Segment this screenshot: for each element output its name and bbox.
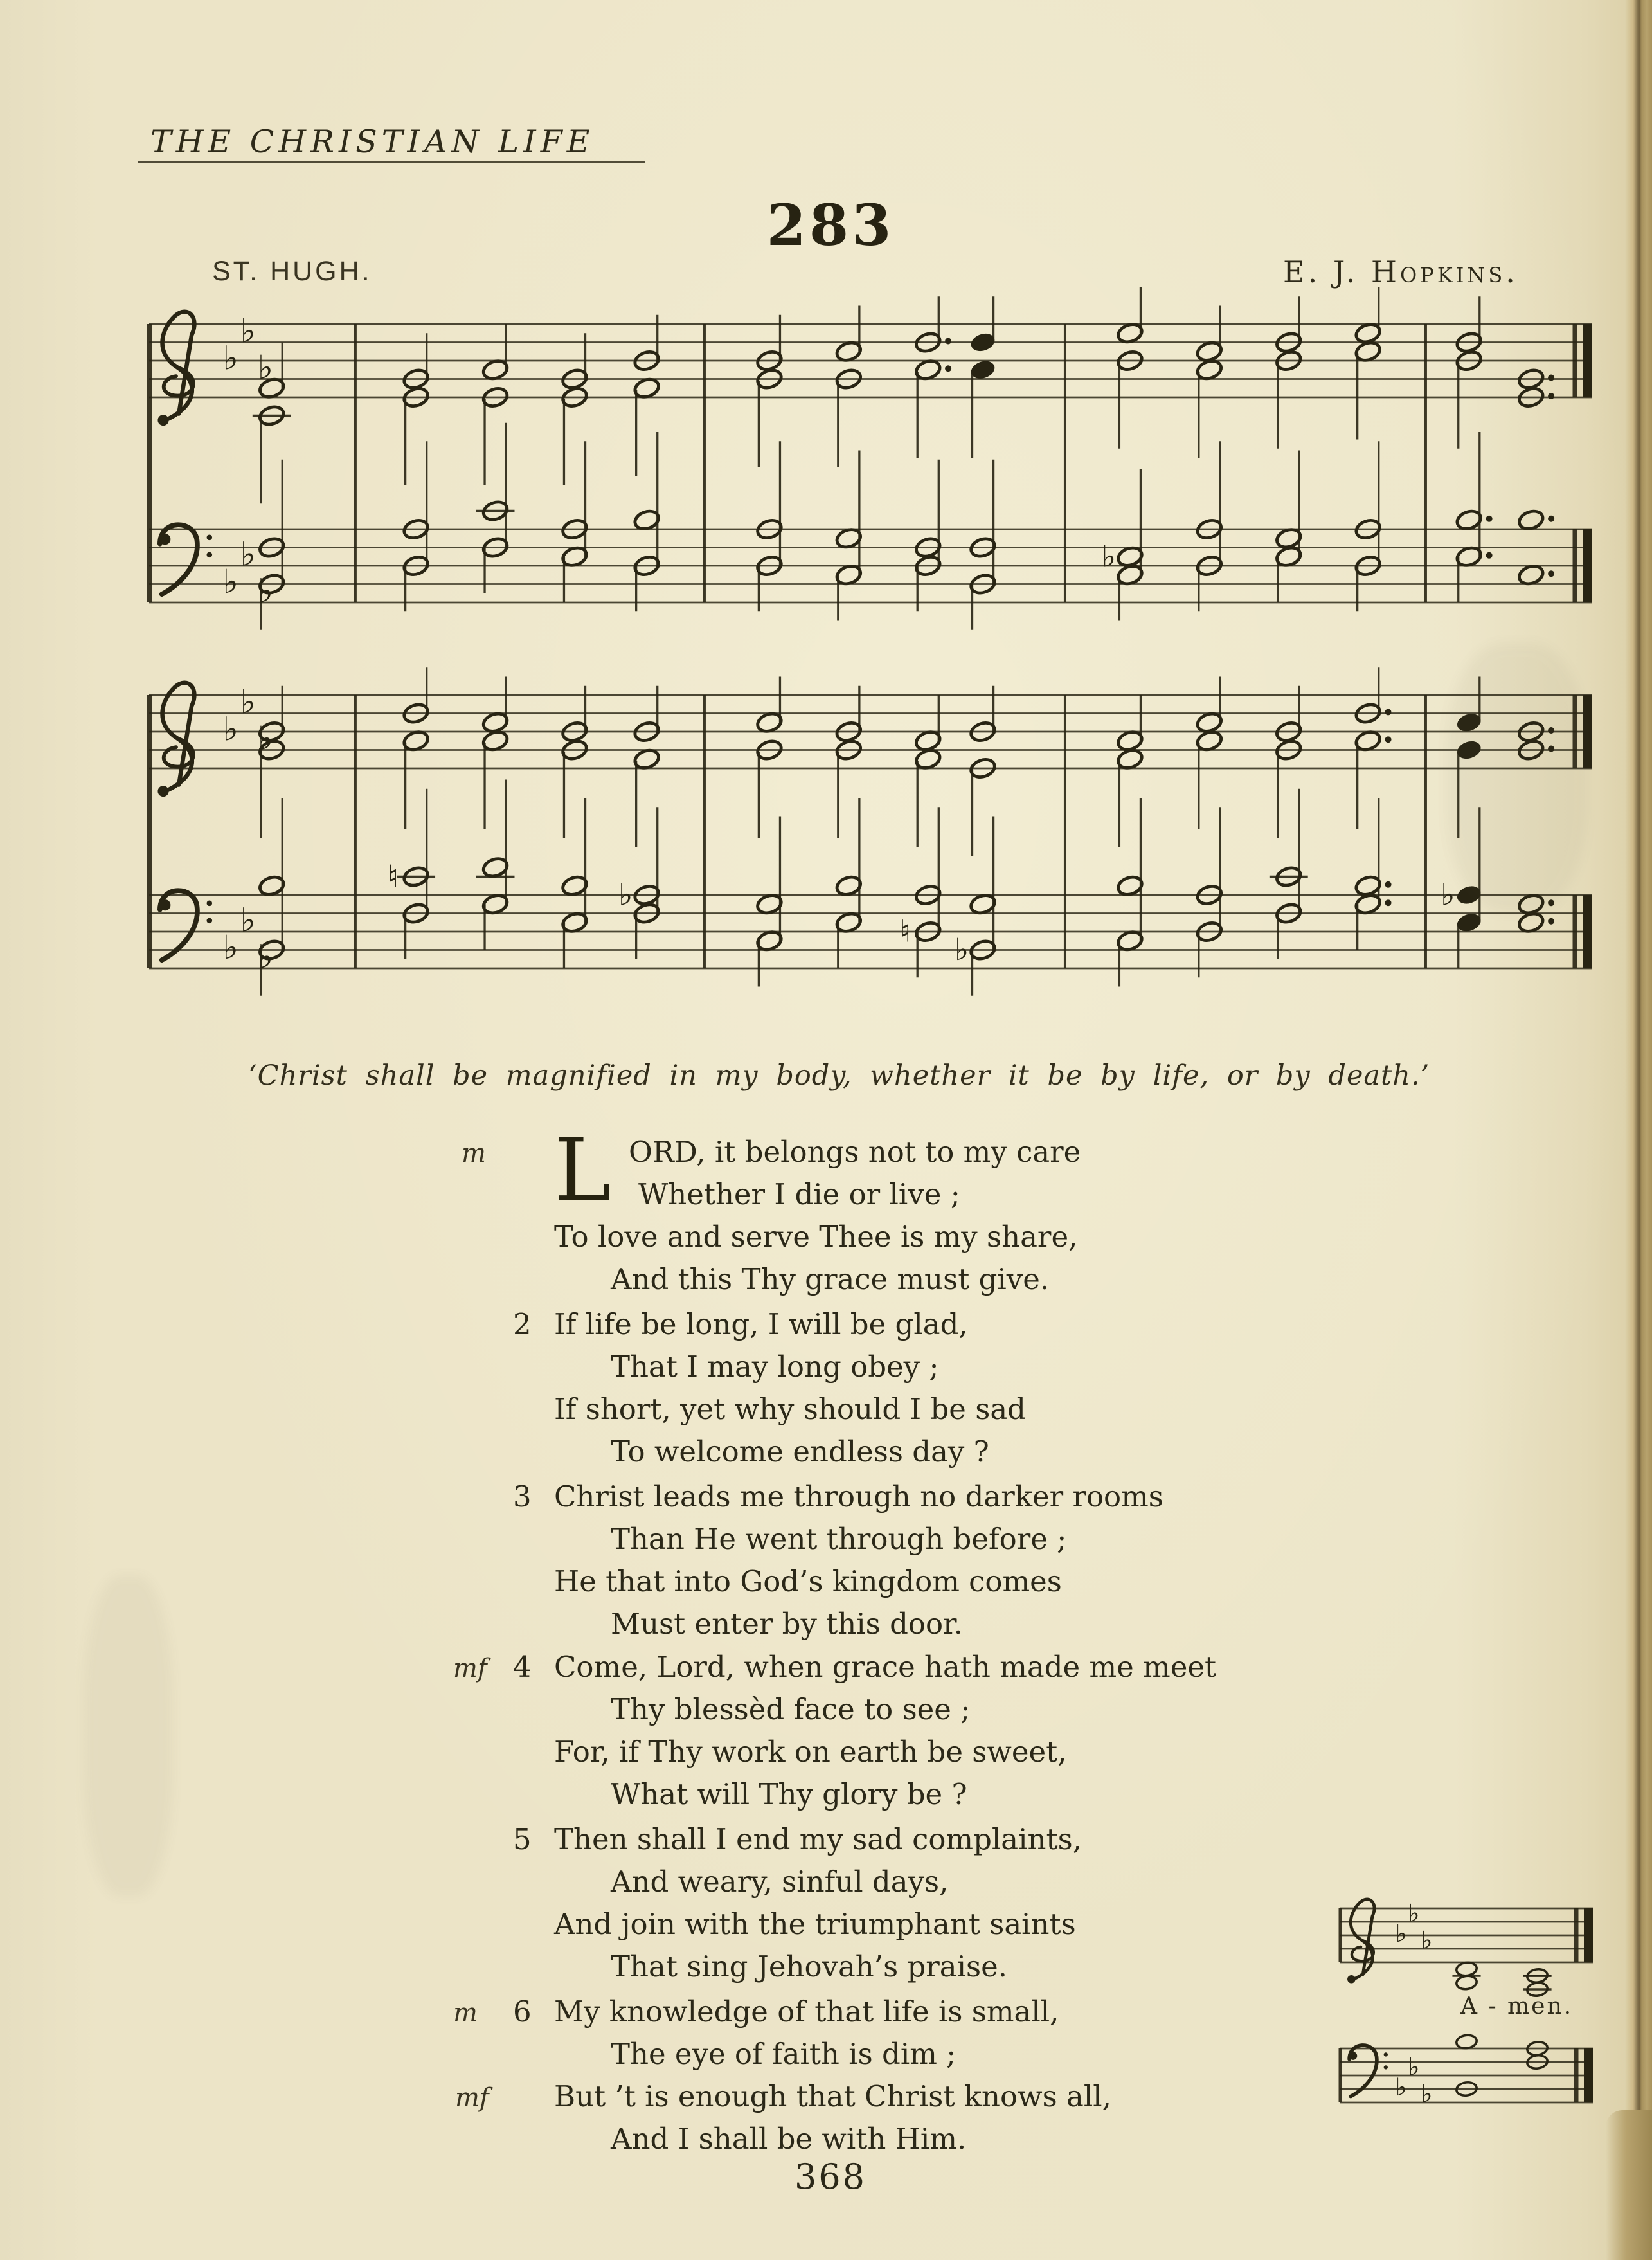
verse-number: 6 — [513, 1994, 532, 2029]
svg-text:♭: ♭ — [222, 928, 238, 968]
svg-text:♭: ♭ — [1408, 1899, 1420, 1928]
verse-line: And join with the triumphant saints — [554, 1907, 1076, 1941]
show-through-smudge — [1446, 643, 1588, 913]
svg-text:♭: ♭ — [954, 932, 969, 968]
dynamic-mark: m — [462, 1139, 486, 1168]
svg-text:♭: ♭ — [1395, 1919, 1407, 1948]
svg-text:♭: ♭ — [257, 348, 273, 387]
svg-text:♭: ♭ — [257, 719, 273, 758]
verse-line: For, if Thy work on earth be sweet, — [554, 1735, 1067, 1769]
show-through-smudge — [84, 1575, 174, 1897]
hymn-number: 283 — [766, 192, 895, 258]
svg-text:♮: ♮ — [387, 859, 399, 895]
svg-text:♭: ♭ — [222, 563, 238, 602]
verse-line: But ’t is enough that Christ knows all, — [554, 2079, 1111, 2113]
verse-line: Must enter by this door. — [611, 1607, 963, 1641]
verse-number: 5 — [513, 1822, 532, 1856]
verse-number: 2 — [513, 1307, 532, 1341]
dynamic-mark: m — [453, 1998, 478, 2028]
verse-line: If short, yet why should I be sad — [554, 1392, 1026, 1426]
svg-text:♭: ♭ — [240, 311, 256, 350]
svg-text:♭: ♭ — [240, 901, 256, 940]
svg-text:♭: ♭ — [1421, 1926, 1433, 1955]
verse-line: He that into God’s kingdom comes — [554, 1564, 1062, 1598]
svg-text:♭: ♭ — [1408, 2052, 1420, 2081]
composer-name: E. J. Hopkins. — [1283, 255, 1518, 289]
verse-line: That I may long obey ; — [611, 1350, 939, 1384]
verse-number: 3 — [513, 1479, 532, 1514]
svg-text:♭: ♭ — [1441, 877, 1455, 913]
verse-line: Whether I die or live ; — [638, 1177, 960, 1211]
verse-line: What will Thy glory be ? — [611, 1777, 967, 1811]
verse-line: The eye of faith is dim ; — [611, 2037, 956, 2071]
verse-line: My knowledge of that life is small, — [554, 1994, 1059, 2029]
page-corner-shadow — [1606, 2110, 1652, 2260]
verse-line: That sing Jehovah’s praise. — [611, 1949, 1008, 1984]
svg-text:♭: ♭ — [1421, 2079, 1433, 2108]
amen-label: A - men. — [1460, 1993, 1574, 2020]
verse-line: Thy blessèd face to see ; — [611, 1692, 971, 1726]
page-edge — [1625, 0, 1652, 2260]
verse-line: Come, Lord, when grace hath made me meet — [554, 1650, 1217, 1684]
verse-number: 4 — [513, 1650, 532, 1684]
verse-line: To love and serve Thee is my share, — [554, 1220, 1078, 1254]
verse-line: And I shall be with Him. — [611, 2122, 967, 2156]
verse-drop-cap: L — [554, 1120, 611, 1220]
verse-line: Then shall I end my sad complaints, — [554, 1822, 1082, 1856]
verse-line: And weary, sinful days, — [611, 1865, 949, 1899]
verse-line: If life be long, I will be glad, — [554, 1307, 968, 1341]
verse-line: Than He went through before ; — [611, 1522, 1067, 1556]
svg-text:♭: ♭ — [618, 877, 633, 913]
dynamic-mark: mf — [455, 2083, 489, 2113]
svg-text:♮: ♮ — [899, 914, 911, 950]
running-head: THE CHRISTIAN LIFE — [150, 123, 595, 160]
verse-line: And this Thy grace must give. — [611, 1262, 1050, 1296]
verse-line: To welcome endless day ? — [611, 1434, 989, 1469]
scripture-quote: ‘Christ shall be magnified in my body, whether it be by life, or by death.’ — [248, 1060, 1430, 1092]
svg-text:♭: ♭ — [240, 682, 256, 721]
svg-text:♭: ♭ — [1395, 2073, 1407, 2102]
svg-text:♭: ♭ — [222, 710, 238, 749]
svg-text:♭: ♭ — [222, 339, 238, 378]
svg-text:♭: ♭ — [257, 937, 273, 977]
verse-line: Christ leads me through no darker rooms — [554, 1479, 1163, 1514]
dynamic-mark: mf — [453, 1654, 487, 1683]
svg-text:♭: ♭ — [240, 535, 256, 574]
tune-name: ST. HUGH. — [212, 256, 372, 287]
svg-text:♭: ♭ — [1101, 539, 1116, 575]
page-number: 368 — [794, 2156, 867, 2197]
header-rule — [138, 161, 645, 163]
verse-line: ORD, it belongs not to my care — [629, 1135, 1081, 1169]
svg-text:♭: ♭ — [257, 572, 273, 611]
